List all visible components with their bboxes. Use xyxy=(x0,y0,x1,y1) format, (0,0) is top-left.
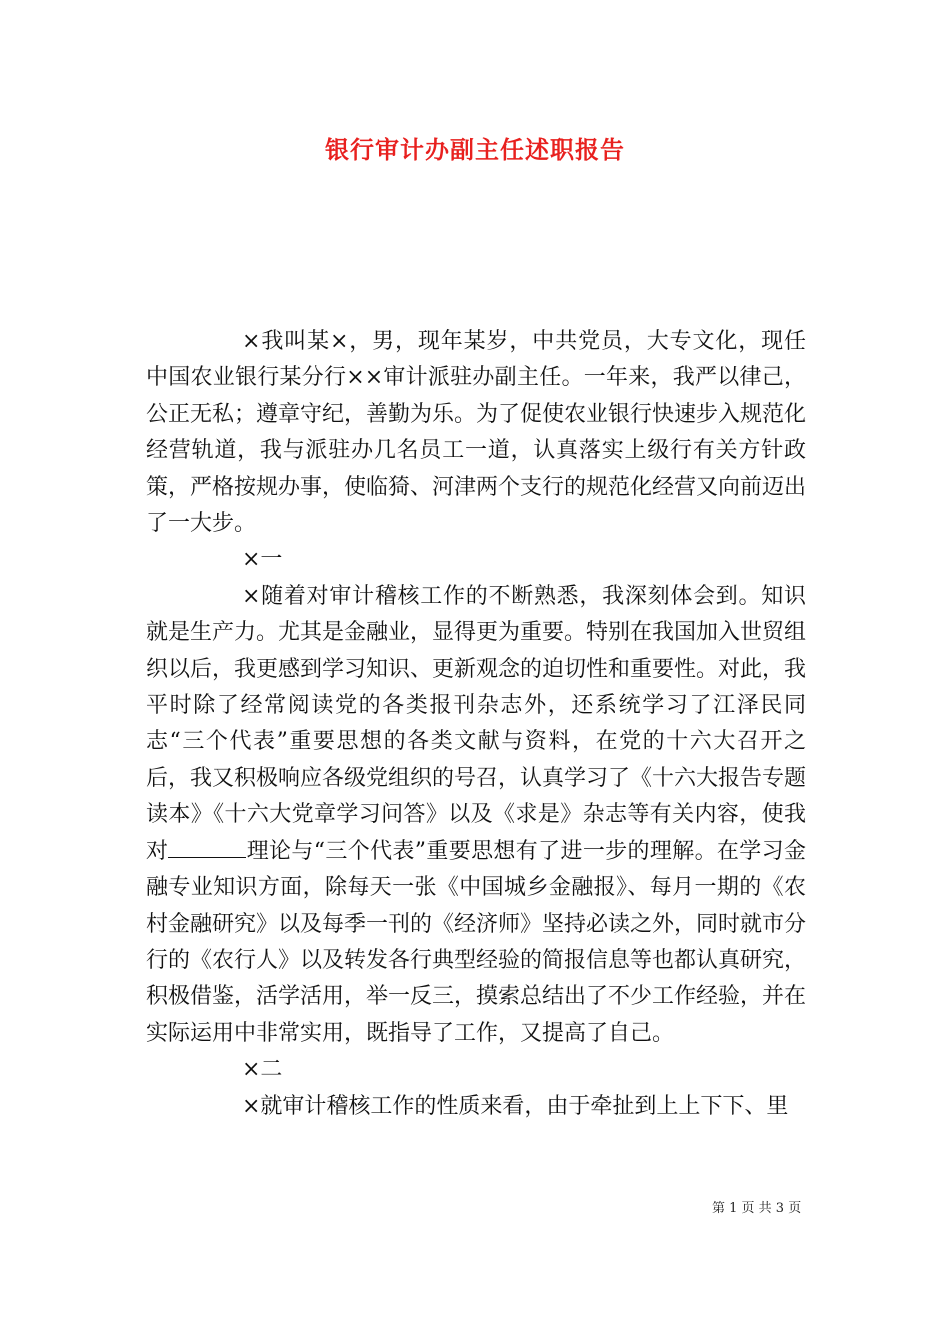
paragraph-study-part-two: 理论与“三个代表”重要思想有了进一步的理解。在学习金融专业知识方面，除每天一张《中国城乡金融报》、每月一期的《农村金融研究》以及每季一刊的《经济师》坚持必读之外，同时就市分行的《农行人》以及转发各行典型经验的简报信息等也都认真研究，积极借鉴，活学活用，举一反三，摸索总结出了不少工作经验，并在实际运用中非常实用，既指导了工作，又提高了自己。 xyxy=(146,838,807,1046)
paragraph-study-part-one: ×随着对审计稽核工作的不断熟悉，我深刻体会到。知识就是生产力。尤其是金融业，显得更为重要。特别在我国加入世贸组织以后，我更感到学习知识、更新观念的迫切性和重要性。对此，我平时除了经常阅读党的各类报刊杂志外，还系统学习了江泽民同志“三个代表”重要思想的各类文献与资料，在党的十六大召开之后，我又积极响应各级党组织的号召，认真学习了《十六大报告专题读本》《十六大党章学习问答》以及《求是》杂志等有关内容，使我对 xyxy=(146,583,807,864)
section-heading-one: ×一 xyxy=(242,547,283,573)
paragraph-audit: ×就审计稽核工作的性质来看，由于牵扯到上上下下、里 xyxy=(242,1093,789,1119)
document-title: 银行审计办副主任述职报告 xyxy=(325,135,625,164)
page-number-footer: 第 1 页 共 3 页 xyxy=(712,1201,802,1216)
paragraph-study xyxy=(146,579,806,1052)
document-body xyxy=(146,324,806,1125)
section-heading-two: ×二 xyxy=(242,1057,283,1083)
paragraph-intro: ×我叫某×，男，现年某岁，中共党员，大专文化，现任中国农业银行某分行××审计派驻办副主任。一年来，我严以律己，公正无私；遵章守纪，善勤为乐。为了促使农业银行快速步入规范化经营轨道，我与派驻办几名员工一道，认真落实上级行有关方针政策，严格按规办事，使临猗、河津两个支行的规范化经营又向前迈出了一大步。 xyxy=(146,329,807,537)
fill-in-blank xyxy=(168,837,246,858)
